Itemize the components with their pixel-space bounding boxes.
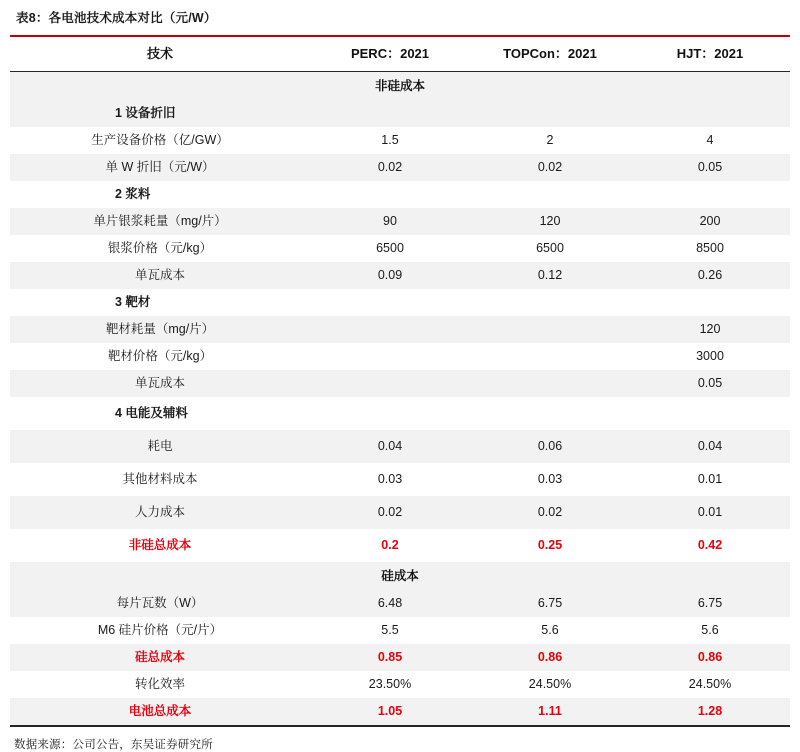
row-label: 单片银浆耗量（mg/片） — [10, 208, 310, 235]
row-value: 0.86 — [470, 644, 630, 671]
row-label: 其他材料成本 — [10, 463, 310, 496]
column-header-hjt: HJT：2021 — [630, 37, 790, 72]
table-banner-row — [10, 72, 790, 101]
row-value: 0.09 — [310, 262, 470, 289]
row-value — [470, 100, 630, 127]
row-label: 单瓦成本 — [10, 370, 310, 397]
table-row — [10, 496, 790, 529]
row-value — [630, 181, 790, 208]
row-label: 2 浆料 — [10, 181, 310, 208]
row-value: 3000 — [630, 343, 790, 370]
row-label: 硅总成本 — [10, 644, 310, 671]
row-value: 0.03 — [310, 463, 470, 496]
row-value: 0.05 — [630, 154, 790, 181]
row-value: 4 — [630, 127, 790, 154]
row-label: 靶材耗量（mg/片） — [10, 316, 310, 343]
row-value: 5.6 — [630, 617, 790, 644]
table-body — [10, 72, 790, 726]
row-value: 1.28 — [630, 698, 790, 725]
table-section-row — [10, 397, 790, 430]
column-header-perc: PERC：2021 — [310, 37, 470, 72]
row-label: 靶材价格（元/kg） — [10, 343, 310, 370]
table-banner-row — [10, 562, 790, 590]
row-value — [630, 397, 790, 430]
row-value: 200 — [630, 208, 790, 235]
row-value — [310, 100, 470, 127]
row-value: 0.26 — [630, 262, 790, 289]
row-value: 0.06 — [470, 430, 630, 463]
row-value: 8500 — [630, 235, 790, 262]
row-value: 2 — [470, 127, 630, 154]
row-value: 0.42 — [630, 529, 790, 562]
table-caption: 表8：各电池技术成本对比（元/W） — [16, 11, 217, 25]
row-value: 0.01 — [630, 463, 790, 496]
row-value: 0.01 — [630, 496, 790, 529]
row-value: 0.12 — [470, 262, 630, 289]
row-value: 0.02 — [310, 154, 470, 181]
row-value: 120 — [470, 208, 630, 235]
row-label: 4 电能及辅料 — [10, 397, 310, 430]
row-label: 人力成本 — [10, 496, 310, 529]
row-label: 单 W 折旧（元/W） — [10, 154, 310, 181]
row-value — [310, 397, 470, 430]
table-row — [10, 343, 790, 370]
row-label: 每片瓦数（W） — [10, 590, 310, 617]
row-value — [470, 181, 630, 208]
row-value: 0.25 — [470, 529, 630, 562]
row-value: 6.75 — [630, 590, 790, 617]
row-value: 23.50% — [310, 671, 470, 698]
row-label: 生产设备价格（亿/GW） — [10, 127, 310, 154]
row-value — [470, 289, 630, 316]
row-label: 耗电 — [10, 430, 310, 463]
row-label: 非硅总成本 — [10, 529, 310, 562]
table-total-row — [10, 644, 790, 671]
table-row — [10, 262, 790, 289]
row-value — [470, 343, 630, 370]
row-value: 0.04 — [310, 430, 470, 463]
row-value: 0.02 — [310, 496, 470, 529]
table-header-row — [10, 37, 790, 72]
row-value — [310, 343, 470, 370]
row-value: 24.50% — [630, 671, 790, 698]
row-value: 0.86 — [630, 644, 790, 671]
column-header-technology: 技术 — [10, 37, 310, 72]
row-value: 0.2 — [310, 529, 470, 562]
row-value — [310, 316, 470, 343]
row-value — [310, 181, 470, 208]
row-value — [470, 397, 630, 430]
row-label: 1 设备折旧 — [10, 100, 310, 127]
row-label: M6 硅片价格（元/片） — [10, 617, 310, 644]
table-row — [10, 370, 790, 397]
row-value — [630, 100, 790, 127]
table-row — [10, 154, 790, 181]
table-row — [10, 617, 790, 644]
row-label: 转化效率 — [10, 671, 310, 698]
row-value: 0.05 — [630, 370, 790, 397]
row-value — [470, 316, 630, 343]
table-row — [10, 430, 790, 463]
row-label: 银浆价格（元/kg） — [10, 235, 310, 262]
table-caption-block — [10, 0, 790, 35]
banner-label: 非硅成本 — [10, 72, 790, 101]
row-value: 5.6 — [470, 617, 630, 644]
banner-label: 硅成本 — [10, 562, 790, 590]
table-row — [10, 208, 790, 235]
table-row — [10, 127, 790, 154]
table-total-row — [10, 529, 790, 562]
row-value: 6.75 — [470, 590, 630, 617]
table-section-row — [10, 181, 790, 208]
row-value: 6.48 — [310, 590, 470, 617]
table-section-row — [10, 289, 790, 316]
row-value: 0.02 — [470, 496, 630, 529]
row-value — [310, 289, 470, 316]
row-value: 0.02 — [470, 154, 630, 181]
row-label: 3 靶材 — [10, 289, 310, 316]
row-label: 电池总成本 — [10, 698, 310, 725]
table-row — [10, 463, 790, 496]
row-value — [470, 370, 630, 397]
row-value — [630, 289, 790, 316]
row-value — [310, 370, 470, 397]
table-row — [10, 235, 790, 262]
cost-comparison-table — [10, 37, 790, 725]
row-value: 1.5 — [310, 127, 470, 154]
source-note: 数据来源：公司公告，东吴证券研究所 — [14, 738, 213, 751]
table-total-row — [10, 698, 790, 725]
table-section-row — [10, 100, 790, 127]
row-value: 0.85 — [310, 644, 470, 671]
row-value: 90 — [310, 208, 470, 235]
row-value: 6500 — [470, 235, 630, 262]
row-value: 5.5 — [310, 617, 470, 644]
table-row — [10, 671, 790, 698]
column-header-topcon: TOPCon：2021 — [470, 37, 630, 72]
table-row — [10, 316, 790, 343]
table-row — [10, 590, 790, 617]
table-header — [10, 37, 790, 72]
row-value: 6500 — [310, 235, 470, 262]
row-label: 单瓦成本 — [10, 262, 310, 289]
row-value: 1.11 — [470, 698, 630, 725]
row-value: 24.50% — [470, 671, 630, 698]
row-value: 120 — [630, 316, 790, 343]
row-value: 0.04 — [630, 430, 790, 463]
row-value: 0.03 — [470, 463, 630, 496]
row-value: 1.05 — [310, 698, 470, 725]
